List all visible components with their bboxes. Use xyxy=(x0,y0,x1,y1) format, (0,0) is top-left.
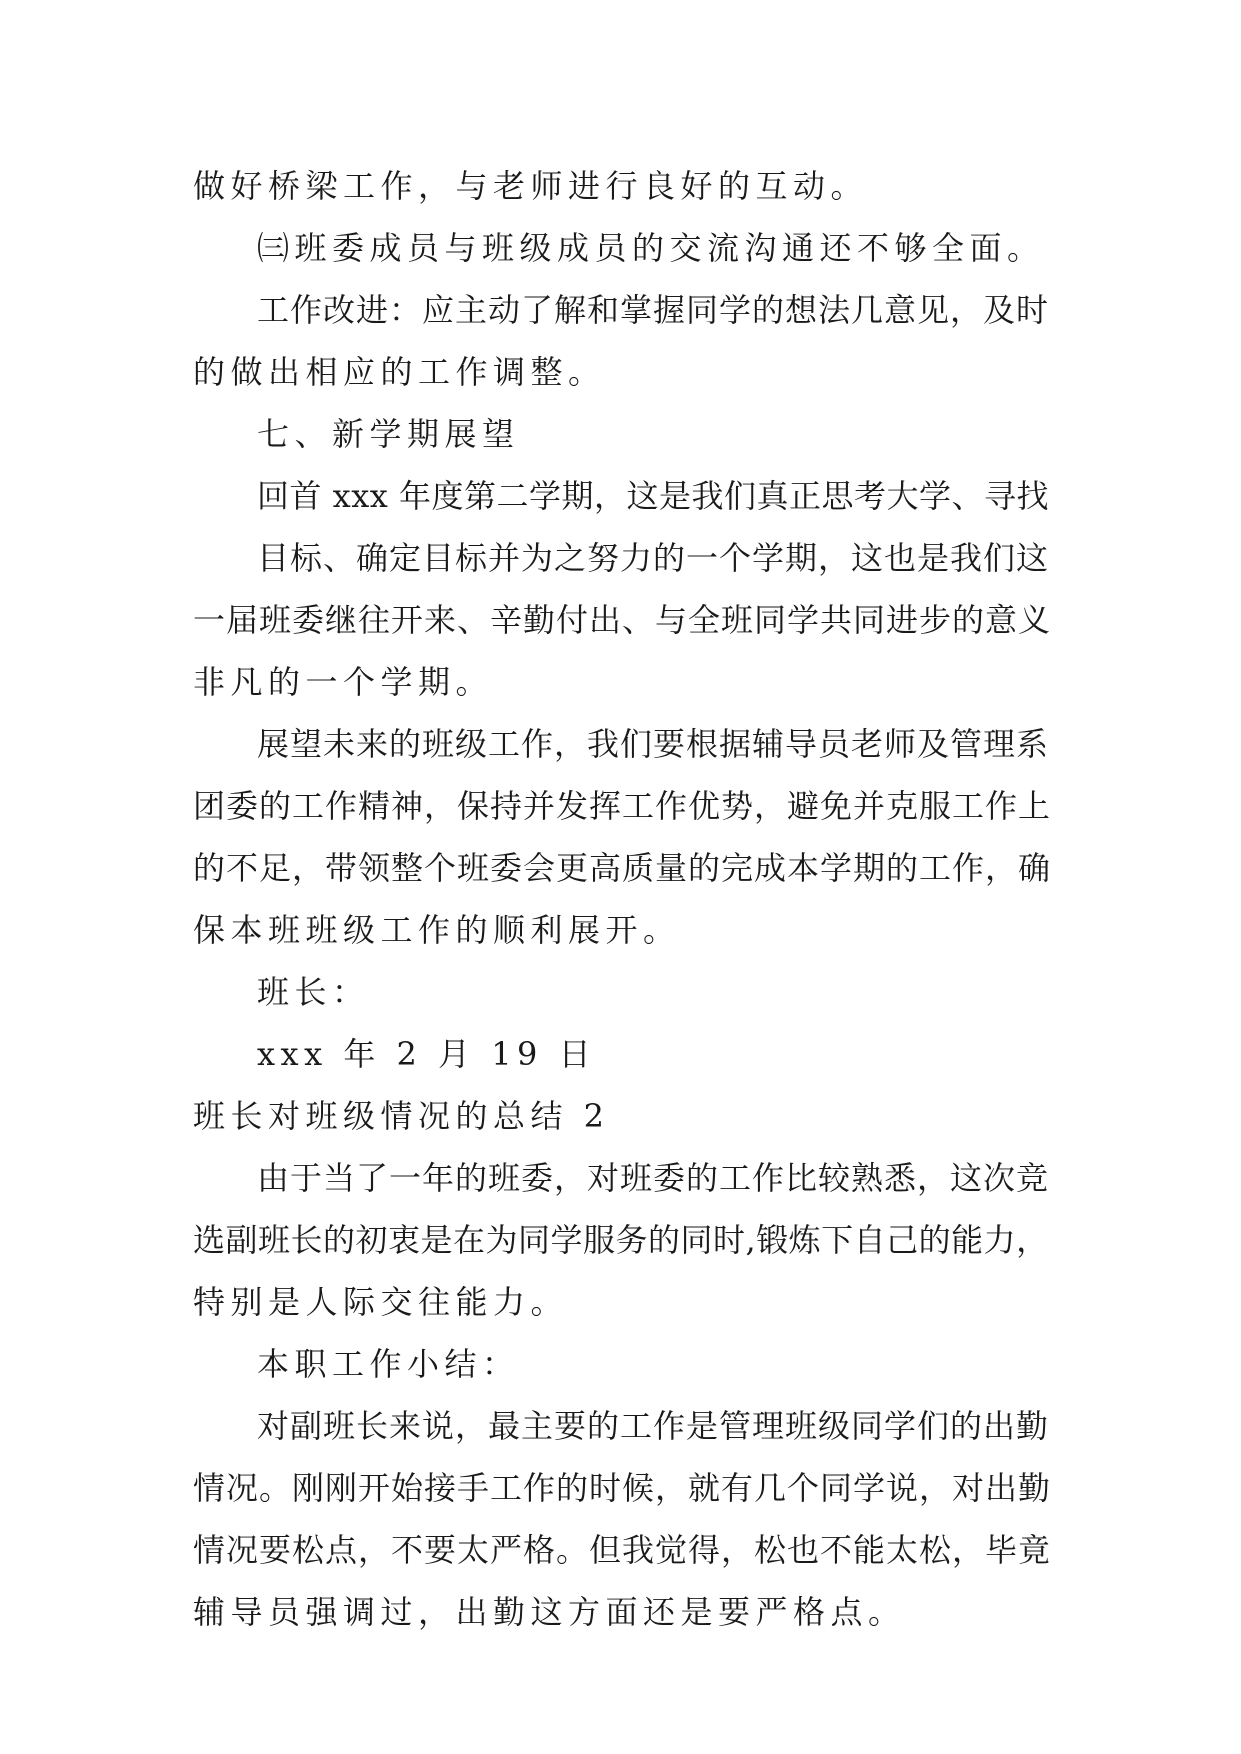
signature-label: 班长： xyxy=(257,973,370,1011)
text-line: 做好桥梁工作，与老师进行良好的互动。 xyxy=(193,167,869,205)
text-line: 展望未来的班级工作，我们要根据辅导员老师及管理系 xyxy=(257,725,1050,763)
section-heading: 七、新学期展望 xyxy=(257,415,520,453)
text-line: 目标、确定目标并为之努力的一个学期，这也是我们这 xyxy=(257,539,1050,577)
text-line: ㈢班委成员与班级成员的交流沟通还不够全面。 xyxy=(257,229,1045,267)
text-line: 由于当了一年的班委，对班委的工作比较熟悉，这次竞 xyxy=(257,1159,1050,1197)
document-subtitle: 班长对班级情况的总结 2 xyxy=(193,1097,610,1135)
text-line: 团委的工作精神，保持并发挥工作优势，避免并克服工作上 xyxy=(193,787,1052,825)
text-line: 工作改进：应主动了解和掌握同学的想法几意见，及时 xyxy=(257,291,1050,329)
text-line: 情况要松点，不要太严格。但我觉得，松也不能太松，毕竟 xyxy=(193,1531,1052,1569)
text-line: 特别是人际交往能力。 xyxy=(193,1283,569,1321)
text-line: 辅导员强调过，出勤这方面还是要严格点。 xyxy=(193,1593,906,1631)
text-line: 非凡的一个学期。 xyxy=(193,663,494,701)
section-heading: 本职工作小结： xyxy=(257,1345,520,1383)
text-line: 回首 xxx 年度第二学期，这是我们真正思考大学、寻找 xyxy=(257,477,1049,515)
text-line: 对副班长来说，最主要的工作是管理班级同学们的出勤 xyxy=(257,1407,1050,1445)
text-line: 的做出相应的工作调整。 xyxy=(193,353,606,391)
text-line: 情况。刚刚开始接手工作的时候，就有几个同学说，对出勤 xyxy=(193,1469,1052,1507)
document-body xyxy=(193,155,1058,1643)
text-line: 的不足，带领整个班委会更高质量的完成本学期的工作，确 xyxy=(193,849,1052,887)
signature-date: xxx 年 2 月 19 日 xyxy=(257,1035,597,1073)
text-line: 保本班班级工作的顺利展开。 xyxy=(193,911,681,949)
text-line: 一届班委继往开来、辛勤付出、与全班同学共同进步的意义 xyxy=(193,601,1052,639)
text-line: 选副班长的初衷是在为同学服务的同时,锻炼下自己的能力， xyxy=(193,1221,1049,1259)
